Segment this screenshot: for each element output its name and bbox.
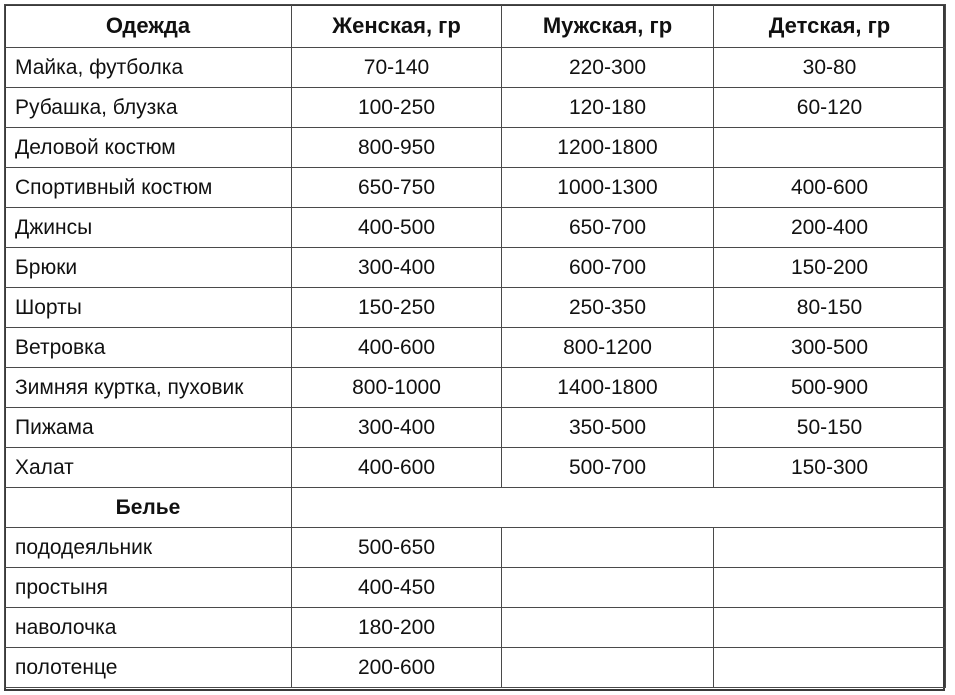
item-name-cell: пододеяльник	[5, 528, 292, 568]
weight-cell: 300-400	[292, 408, 502, 448]
table-row	[5, 448, 946, 488]
table-row	[5, 408, 946, 448]
weight-cell: 350-500	[502, 408, 714, 448]
weight-cell: 800-950	[292, 128, 502, 168]
weight-cell: 650-700	[502, 208, 714, 248]
weight-cell	[714, 568, 946, 608]
table-row	[5, 328, 946, 368]
table-row	[5, 568, 946, 608]
item-name-cell: Джинсы	[5, 208, 292, 248]
weight-cell	[502, 568, 714, 608]
weight-cell: 250-350	[502, 288, 714, 328]
weight-cell: 400-600	[292, 448, 502, 488]
weight-cell: 500-700	[502, 448, 714, 488]
header-women: Женская, гр	[292, 5, 502, 48]
weight-cell: 200-600	[292, 648, 502, 688]
item-name-cell: наволочка	[5, 608, 292, 648]
weight-cell: 400-600	[714, 168, 946, 208]
table-row	[5, 88, 946, 128]
item-name-cell: Халат	[5, 448, 292, 488]
weight-cell: 400-500	[292, 208, 502, 248]
weight-cell: 60-120	[714, 88, 946, 128]
linen-section	[5, 488, 946, 528]
weight-cell	[502, 528, 714, 568]
item-name-cell: Спортивный костюм	[5, 168, 292, 208]
item-name-cell: полотенце	[5, 648, 292, 688]
item-name-cell: Шорты	[5, 288, 292, 328]
header-clothing: Одежда	[5, 5, 292, 48]
weight-cell: 30-80	[714, 48, 946, 88]
table-row	[5, 648, 946, 688]
weight-cell: 150-250	[292, 288, 502, 328]
weight-cell: 50-150	[714, 408, 946, 448]
weight-cell: 150-200	[714, 248, 946, 288]
table-row	[5, 288, 946, 328]
header-men: Мужская, гр	[502, 5, 714, 48]
weight-cell	[714, 648, 946, 688]
laundry-weight-table	[4, 4, 946, 688]
item-name-cell: Ветровка	[5, 328, 292, 368]
weight-cell: 70-140	[292, 48, 502, 88]
weight-cell	[714, 528, 946, 568]
item-name-cell: Рубашка, блузка	[5, 88, 292, 128]
table-row	[5, 528, 946, 568]
weight-cell: 800-1200	[502, 328, 714, 368]
item-name-cell: Брюки	[5, 248, 292, 288]
weight-cell: 400-450	[292, 568, 502, 608]
weight-cell: 300-400	[292, 248, 502, 288]
weight-cell: 80-150	[714, 288, 946, 328]
weight-cell: 180-200	[292, 608, 502, 648]
weight-cell: 1200-1800	[502, 128, 714, 168]
weight-cell: 1000-1300	[502, 168, 714, 208]
weight-cell: 800-1000	[292, 368, 502, 408]
weight-cell: 120-180	[502, 88, 714, 128]
item-name-cell: простыня	[5, 568, 292, 608]
weight-cell: 150-300	[714, 448, 946, 488]
section-row-linen	[5, 488, 946, 528]
table-row	[5, 248, 946, 288]
weight-cell: 1400-1800	[502, 368, 714, 408]
weight-cell: 500-900	[714, 368, 946, 408]
item-name-cell: Майка, футболка	[5, 48, 292, 88]
weight-cell	[502, 648, 714, 688]
table-row	[5, 48, 946, 88]
weight-cell: 220-300	[502, 48, 714, 88]
section-empty-cell	[292, 488, 946, 528]
linen-rows	[5, 528, 946, 688]
item-name-cell: Пижама	[5, 408, 292, 448]
item-name-cell: Деловой костюм	[5, 128, 292, 168]
table-row	[5, 168, 946, 208]
header-children: Детская, гр	[714, 5, 946, 48]
section-label: Белье	[5, 488, 292, 528]
weight-cell	[502, 608, 714, 648]
clothing-rows	[5, 48, 946, 488]
table-row	[5, 368, 946, 408]
weight-cell: 400-600	[292, 328, 502, 368]
weight-cell	[714, 608, 946, 648]
table-row	[5, 608, 946, 648]
header-row	[5, 5, 946, 48]
weight-cell: 600-700	[502, 248, 714, 288]
weight-cell: 200-400	[714, 208, 946, 248]
item-name-cell: Зимняя куртка, пуховик	[5, 368, 292, 408]
table-row	[5, 128, 946, 168]
weight-cell: 300-500	[714, 328, 946, 368]
weight-cell: 650-750	[292, 168, 502, 208]
weight-cell: 500-650	[292, 528, 502, 568]
table-row	[5, 208, 946, 248]
weight-cell: 100-250	[292, 88, 502, 128]
weight-cell	[714, 128, 946, 168]
